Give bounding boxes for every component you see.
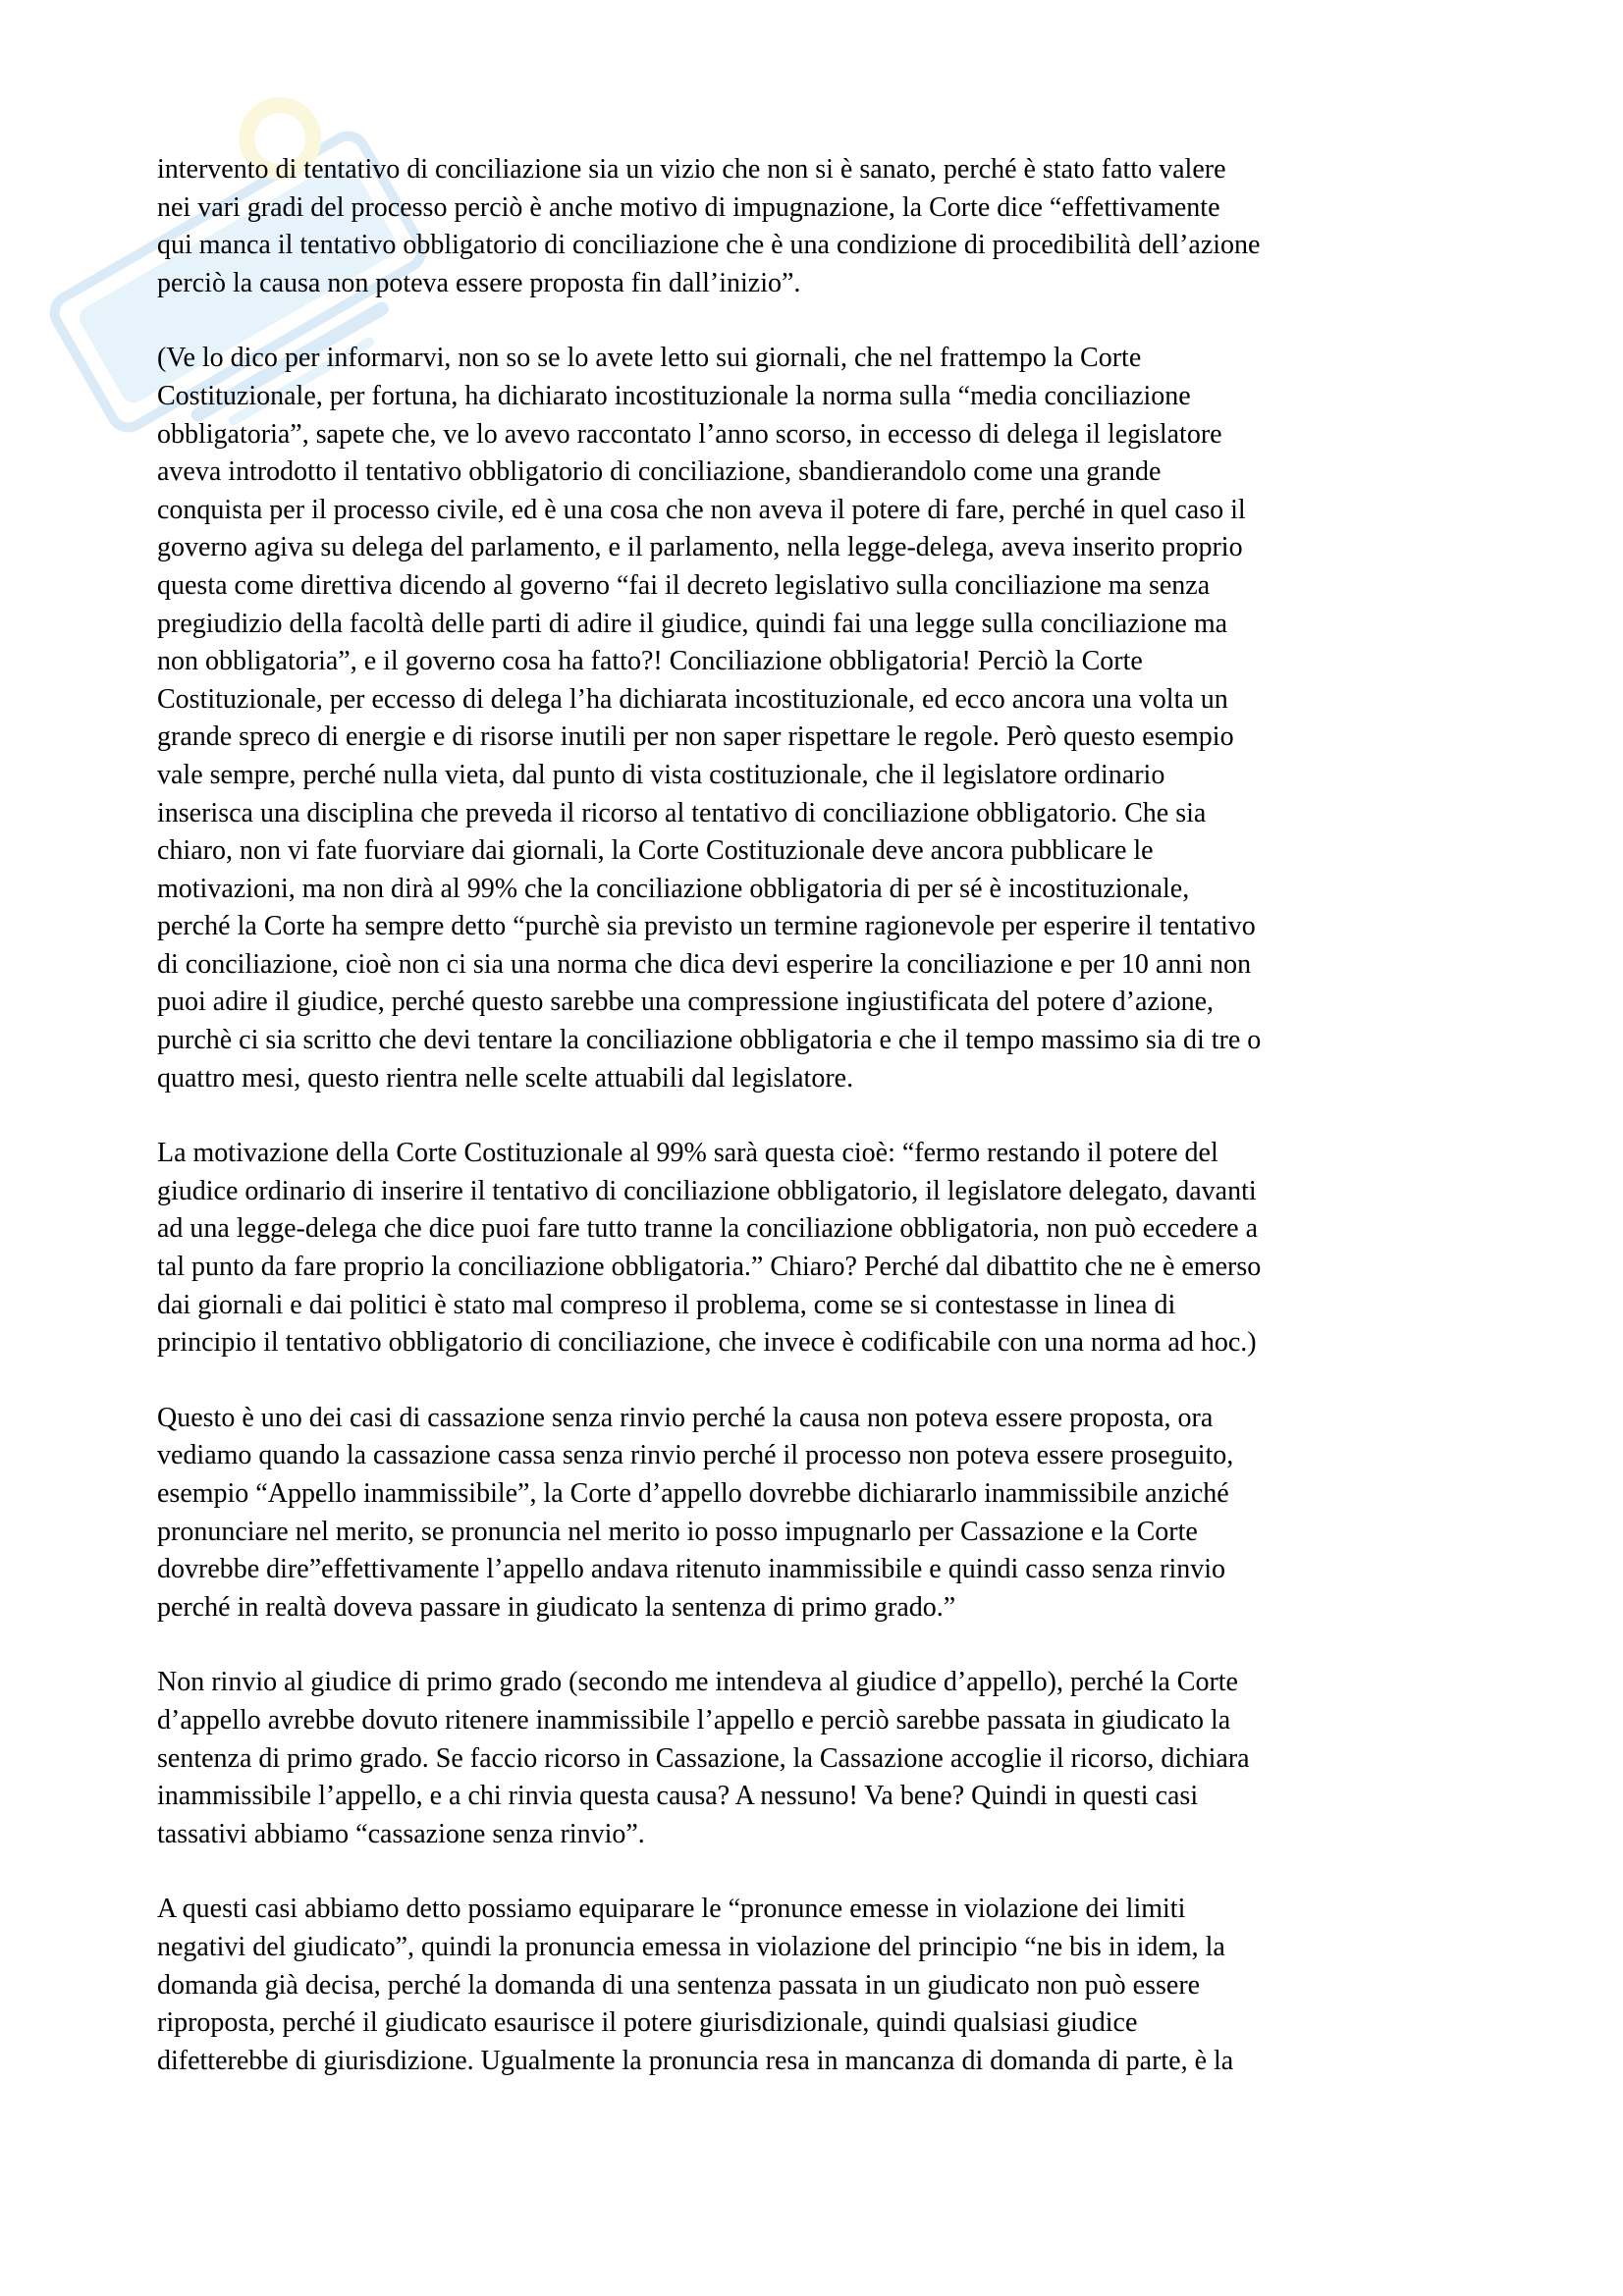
paragraph: A questi casi abbiamo detto possiamo equiparare le “pronunce emesse in violazione dei limiti negativi del giudicato”, quindi la pronuncia emessa in violazione del principio “ne bis in idem, la domanda già decisa, perché la domanda di una sentenza passata in un giudicato non può essere riproposta, perché il giudicato esaurisce il potere giurisdizionale, quindi qualsiasi giudice difetterebbe di giurisdizione. Ugualmente la pronuncia resa in mancanza di domanda di parte, è la — [157, 1894, 1234, 2076]
document-body — [157, 151, 1488, 2117]
paragraph: Questo è uno dei casi di cassazione senza rinvio perché la causa non poteva essere proposta, ora vediamo quando la cassazione cassa senza rinvio perché il processo non poteva essere proseguito, esempio “Appello inammissibile”, la Corte d’appello dovrebbe dichiararlo inammissibile anziché pronunciare nel merito, se pronuncia nel merito io posso impugnarlo per Cassazione e la Corte dovrebbe dire”effettivamente l’appello andava ritenuto inammissibile e quindi casso senza rinvio perché in realtà doveva passare in giudicato la sentenza di primo grado.” — [157, 1402, 1234, 1623]
paragraph: La motivazione della Corte Costituzionale al 99% sarà questa cioè: “fermo restando il potere del giudice ordinario di inserire il tentativo di conciliazione obbligatorio, il legislatore delegato, davanti ad una legge-delega che dice puoi fare tutto tranne la conciliazione obbligatoria, non può eccedere a tal punto da fare proprio la conciliazione obbligatoria.” Chiaro? Perché dal dibattito che ne è emerso dai giornali e dai politici è stato mal compreso il problema, come se si contestasse in linea di principio il tentativo obbligatorio di conciliazione, che invece è codificabile con una norma ad hoc.) — [157, 1138, 1262, 1359]
paragraph: Non rinvio al giudice di primo grado (secondo me intendeva al giudice d’appello), perché la Corte d’appello avrebbe dovuto ritenere inammissibile l’appello e perciò sarebbe passata in giudicato la sentenza di primo grado. Se faccio ricorso in Cassazione, la Cassazione accoglie il ricorso, dichiara inammissibile l’appello, e a chi rinvia questa causa? A nessuno! Va bene? Quindi in questi casi tassativi abbiamo “cassazione senza rinvio”. — [157, 1667, 1250, 1849]
paragraph: intervento di tentativo di conciliazione sia un vizio che non si è sanato, perché è stato fatto valere nei vari gradi del processo perciò è anche motivo di impugnazione, la Corte dice “effettivamente qui manca il tentativo obbligatorio di conciliazione che è una condizione di procedibilità dell’azione perciò la causa non poteva essere proposta fin dall’inizio”. — [157, 154, 1261, 298]
paragraph: (Ve lo dico per informarvi, non so se lo avete letto sui giornali, che nel frattempo la Corte Costituzionale, per fortuna, ha dichiarato incostituzionale la norma sulla “media conciliazione obbligatoria”, sapete che, ve lo avevo raccontato l’anno scorso, in eccesso di delega il legislatore aveva introdotto il tentativo obbligatorio di conciliazione, sbandierandolo come una grande conquista per il processo civile, ed è una cosa che non aveva il potere di fare, perché in quel caso il governo agiva su delega del parlamento, e il parlamento, nella legge-delega, aveva inserito proprio questa come direttiva dicendo al governo “fai il decreto legislativo sulla conciliazione ma senza pregiudizio della facoltà delle parti di adire il giudice, quindi fai una legge sulla conciliazione ma non obbligatoria”, e il governo cosa ha fatto?! Conciliazione obbligatoria! Perciò la Corte Costituzionale, per eccesso di delega l’ha dichiarata incostituzionale, ed ecco ancora una volta un grande spreco di energie e di risorse inutili per non saper rispettare le regole. Però questo esempio vale sempre, perché nulla vieta, dal punto di vista costituzionale, che il legislatore ordinario inserisca una disciplina che preveda il ricorso al tentativo di conciliazione obbligatorio. Che sia chiaro, non vi fate fuorviare dai giornali, la Corte Costituzionale deve ancora pubblicare le motivazioni, ma non dirà al 99% che la conciliazione obbligatoria di per sé è incostituzionale, perché la Corte ha sempre detto “purchè sia previsto un termine ragionevole per esperire il tentativo di conciliazione, cioè non ci sia una norma che dica devi esperire la conciliazione e per 10 anni non puoi adire il giudice, perché questo sarebbe una compressione ingiustificata del potere d’azione, purchè ci sia scritto che devi tentare la conciliazione obbligatoria e che il tempo massimo sia di tre o quattro mesi, questo rientra nelle scelte attuabili dal legislatore. — [157, 343, 1262, 1094]
